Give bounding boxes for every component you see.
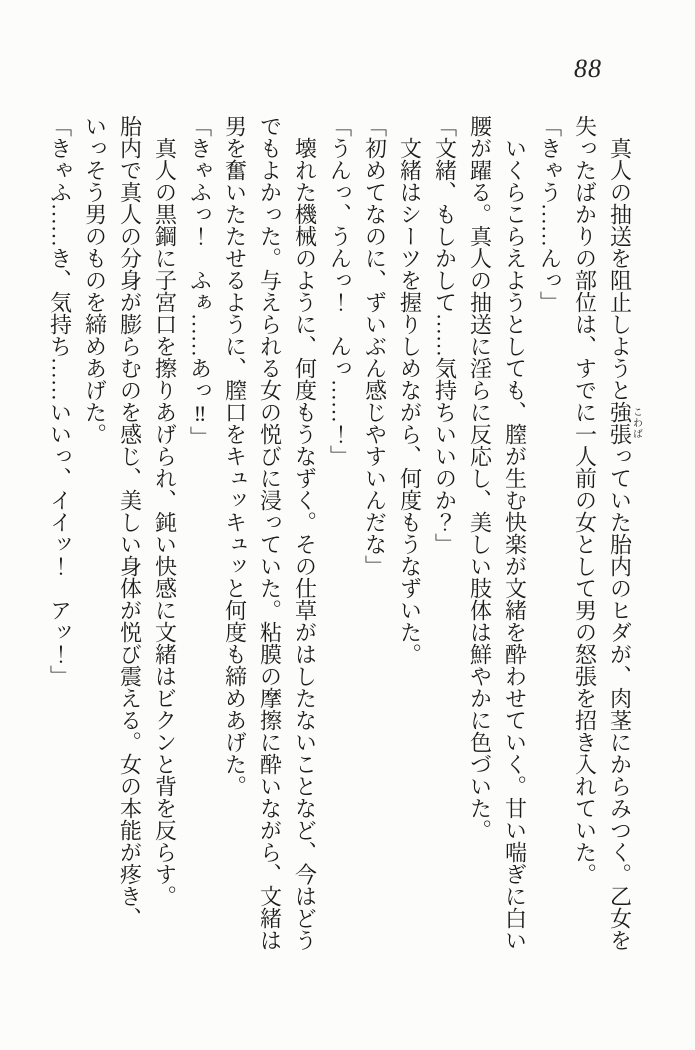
ruby-annotation [607, 401, 642, 445]
text-block [43, 115, 642, 965]
text-line: 「きゃう……んっ」 [537, 115, 563, 313]
page-number: 88 [574, 54, 602, 83]
text-line: 「きゃふっ！ ふぁ……あっ‼」 [187, 115, 213, 448]
text-line: 「きゃふ……き、気持ち……いいっ、イイッ！ アッ！」 [47, 115, 73, 687]
ruby-base: 強張 [607, 401, 633, 445]
text-line: 失ったばかりの部位は、すでに一人前の女として男の怒張を招き入れていた。 [572, 115, 598, 885]
text-line: 壊れた機械のように、何度もうなずく。その仕草がはしたないことなど、今はどう [292, 115, 318, 951]
ruby-text: こわば [630, 401, 642, 445]
text-line: 「初めてなのに、ずいぶん感じやすいんだな」 [362, 115, 388, 577]
text-line: 「文緒、もしかして……気持ちいいのか？」 [432, 115, 458, 555]
text-line: でもよかった。与えられる女の悦びに浸っていた。粘膜の摩擦に酔いながら、文緒は [257, 115, 283, 951]
text-line: 「うんっ、うんっ！ んっ……！」 [327, 115, 353, 467]
text-line: 文緒はシーツを握りしめながら、何度もうなずいた。 [397, 115, 423, 665]
line-segment: 真人の抽送を阻止しようと [607, 115, 633, 401]
text-line [603, 115, 642, 965]
text-line: 胎内で真人の分身が膨らむのを感じ、美しい身体が悦び震える。女の本能が疼き、 [117, 115, 143, 929]
text-line: 真人の黒鋼に子宮口を擦りあげられ、鈍い快感に文緒はビクンと背を反らす。 [152, 115, 178, 907]
text-line: いくらこらえようとしても、膣が生む快楽が文緒を酔わせていく。甘い喘ぎに白い [502, 115, 528, 951]
text-line: 腰が躍る。真人の抽送に淫らに反応し、美しい肢体は鮮やかに色づいた。 [467, 115, 493, 841]
text-line: 男を奮いたたせるように、膣口をキュッキュッと何度も締めあげた。 [222, 115, 248, 797]
text-line: いっそう男のものを締めあげた。 [82, 115, 108, 445]
line-segment: っていた胎内のヒダが、肉茎にからみつく。乙女を [607, 445, 633, 951]
